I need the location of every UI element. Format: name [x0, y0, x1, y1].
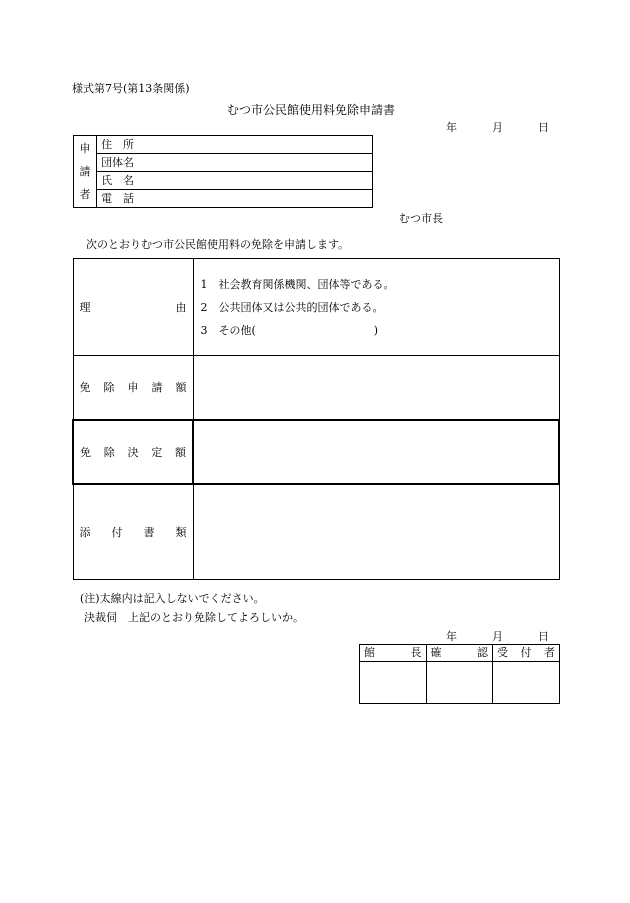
reason-options[interactable] — [193, 259, 559, 356]
date-top — [446, 119, 549, 135]
date-month-label: 月 — [492, 121, 503, 134]
exempt-decision-label: 免 除 決 定 額 — [73, 420, 193, 484]
exempt-request-label: 免 除 申 請 額 — [73, 356, 193, 420]
address-field[interactable]: 住 所 — [97, 136, 373, 154]
document-title: むつ市公民館使用料免除申請書 — [227, 103, 396, 117]
date-year-label: 年 — [446, 121, 457, 134]
applicant-side-label: 申 請 者 — [74, 136, 97, 208]
phone-field[interactable]: 電 話 — [97, 190, 373, 208]
date-bottom-year-label: 年 — [446, 630, 457, 643]
exempt-decision-value — [193, 420, 559, 484]
intro-text: 次のとおりむつ市公民館使用料の免除を申請します。 — [86, 238, 350, 251]
hall-chief-stamp[interactable] — [360, 662, 427, 704]
date-bottom — [446, 628, 549, 644]
note-text: (注)太線内は記入しないでください。 — [80, 592, 265, 605]
reason-label: 理 由 — [73, 259, 193, 356]
addressee: むつ市長 — [399, 212, 443, 225]
receiver-stamp[interactable] — [493, 662, 560, 704]
application-table — [72, 258, 560, 580]
exempt-request-value[interactable] — [193, 356, 559, 420]
confirm-stamp[interactable] — [426, 662, 493, 704]
approval-box — [359, 644, 560, 704]
reason-option-3[interactable]: 3 その他( ) — [200, 323, 379, 337]
attachments-label: 添 付 書 類 — [73, 484, 193, 580]
decision-line: 決裁伺 上記のとおり免除してよろしいか。 — [84, 611, 304, 624]
reason-option-1[interactable]: 1 社会教育関係機関、団体等である。 — [200, 277, 395, 291]
confirm-header: 確 認 — [426, 645, 493, 662]
reason-option-2[interactable]: 2 公共団体又は公共的団体である。 — [200, 300, 384, 314]
attachments-value[interactable] — [193, 484, 559, 580]
name-field[interactable]: 氏 名 — [97, 172, 373, 190]
date-bottom-day-label: 日 — [538, 630, 549, 643]
date-day-label: 日 — [538, 121, 549, 134]
applicant-table — [73, 135, 373, 208]
form-number: 様式第7号(第13条関係) — [72, 82, 190, 95]
date-bottom-month-label: 月 — [492, 630, 503, 643]
group-name-field[interactable]: 団体名 — [97, 154, 373, 172]
receiver-header: 受 付 者 — [493, 645, 560, 662]
hall-chief-header: 館 長 — [360, 645, 427, 662]
